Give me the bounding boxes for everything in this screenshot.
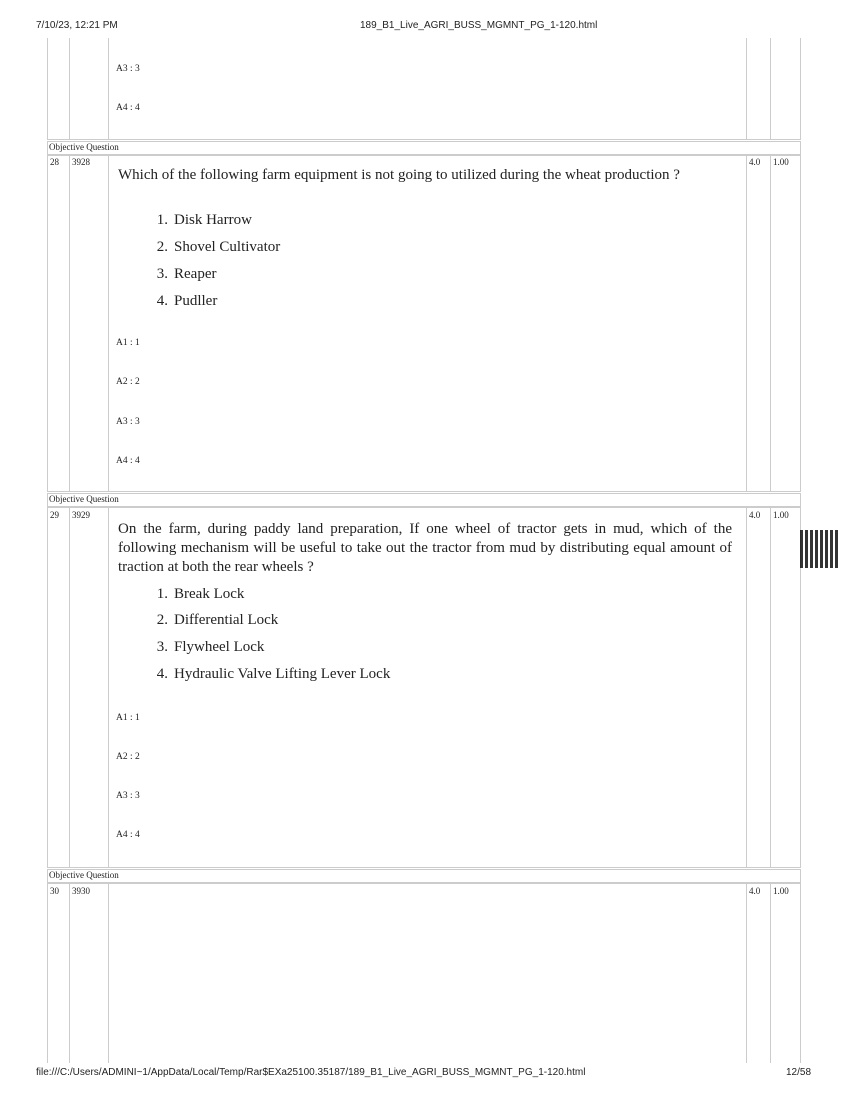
answer-label: A2 : 2 <box>116 377 140 387</box>
marks: 4.0 <box>749 510 761 520</box>
option: 2. Differential Lock <box>156 612 279 628</box>
answer-label: A3 : 3 <box>116 64 140 74</box>
question-id: 3928 <box>72 157 90 167</box>
section-label: Objective Question <box>49 870 119 880</box>
answer-label: A2 : 2 <box>116 752 140 762</box>
question-id: 3930 <box>72 886 90 896</box>
print-datetime: 7/10/23, 12:21 PM <box>36 20 118 31</box>
option: 3. Reaper <box>156 266 217 282</box>
option: 4. Pudller <box>156 293 218 309</box>
marks: 4.0 <box>749 157 761 167</box>
answer-label: A1 : 1 <box>116 713 140 723</box>
option: 4. Hydraulic Valve Lifting Lever Lock <box>156 666 391 682</box>
section-label: Objective Question <box>49 142 119 152</box>
answer-label: A3 : 3 <box>116 791 140 801</box>
negative-marks: 1.00 <box>773 510 789 520</box>
question-text: On the farm, during paddy land preparation, If one wheel of tractor gets in mud, which of the following mechanism will be useful to take out the tractor from mud by distributing equal amount of traction at both the rear wheels ? <box>118 521 732 575</box>
serial-number: 30 <box>50 886 59 896</box>
option: 1. Break Lock <box>156 586 245 602</box>
answer-label: A4 : 4 <box>116 456 140 466</box>
section-label: Objective Question <box>49 494 119 504</box>
option: 1. Disk Harrow <box>156 212 252 228</box>
print-file-path: file:///C:/Users/ADMINI~1/AppData/Local/Temp/Rar$EXa25100.35187/189_B1_Live_AGRI_BUSS_MGMNT_PG_1-120.html <box>36 1067 586 1078</box>
option: 3. Flywheel Lock <box>156 639 265 655</box>
answer-label: A1 : 1 <box>116 338 140 348</box>
page-number: 12/58 <box>786 1067 812 1078</box>
serial-number: 28 <box>50 157 59 167</box>
negative-marks: 1.00 <box>773 886 789 896</box>
question-id: 3929 <box>72 510 90 520</box>
option: 2. Shovel Cultivator <box>156 239 281 255</box>
question-text: Which of the following farm equipment is not going to utilized during the wheat production ? <box>118 167 680 183</box>
marks: 4.0 <box>749 886 761 896</box>
answer-label: A3 : 3 <box>116 417 140 427</box>
negative-marks: 1.00 <box>773 157 789 167</box>
answer-label: A4 : 4 <box>116 103 140 113</box>
serial-number: 29 <box>50 510 59 520</box>
qr-code-icon <box>800 530 838 568</box>
print-title: 189_B1_Live_AGRI_BUSS_MGMNT_PG_1-120.html <box>360 20 598 31</box>
answer-label: A4 : 4 <box>116 830 140 840</box>
